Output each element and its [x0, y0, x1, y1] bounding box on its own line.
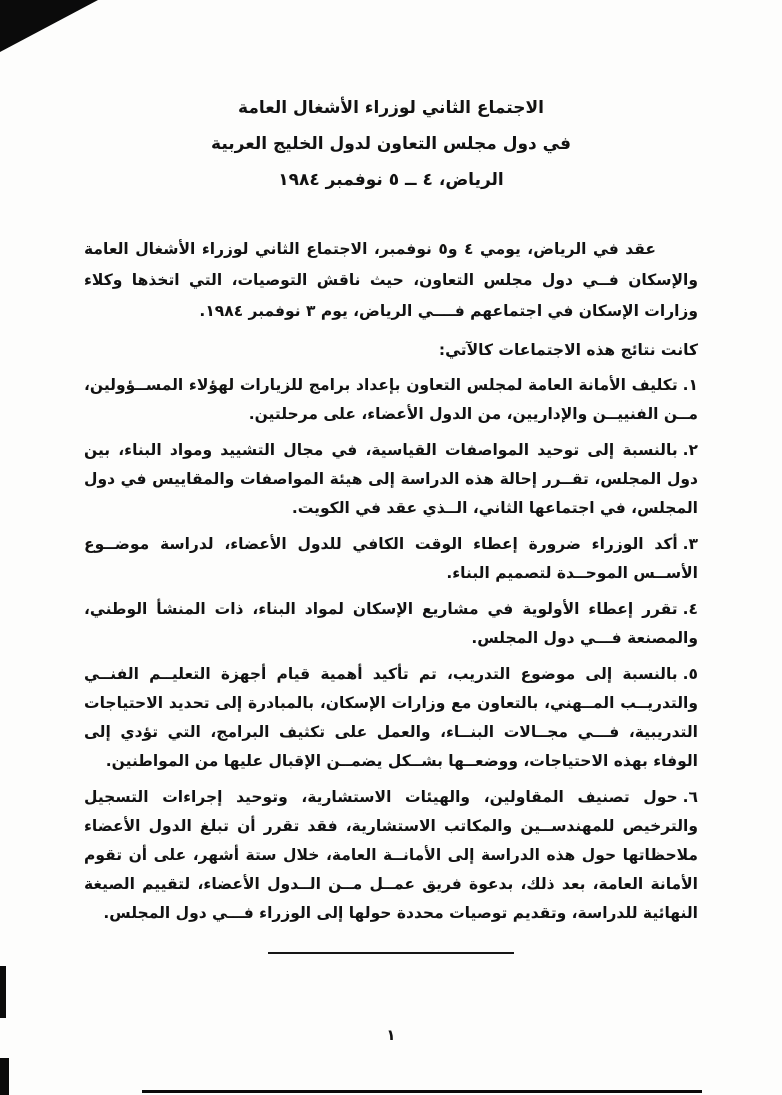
- item-number: ٣.: [682, 535, 698, 553]
- page-number: ١: [386, 1026, 396, 1044]
- footer-divider: [268, 952, 514, 954]
- item-number: ٦.: [682, 788, 698, 806]
- list-item: [84, 660, 698, 776]
- item-number: ٢.: [682, 441, 698, 459]
- title-line-1: الاجتماع الثاني لوزراء الأشغال العامة: [238, 98, 544, 118]
- item-text: بالنسبة إلى موضوع التدريب، تم تأكيد أهمية قيام أجهزة التعليــم الفنــي والتدريــب المــهني، بالتعاون مع وزارات الإسكان، بالمبادرة إلى تحديد الاحتياجات التدريبية، فـــي مجــالات البنــاء، والعمل على تكثيف البرامج، التي تؤدي إلى الوفاء بهذه الاحتياجات، ووضعــها بشــكل يضمــن الإقبال عليها من المواطنين.: [84, 665, 698, 770]
- item-text: تكليف الأمانة العامة لمجلس التعاون بإعداد برامج للزيارات لهؤلاء المســؤولين، مــن الفنييــن والإداريين، من الدول الأعضاء، على مرحلتين.: [84, 376, 698, 423]
- item-number: ٥.: [682, 665, 698, 683]
- item-text: بالنسبة إلى توحيد المواصفات القياسية، في مجال التشييد ومواد البناء، بين دول المجلس، تقــرر إحالة هذه الدراسة إلى هيئة المواصفات والمقاييس في دول المجلس، في اجتماعها الثاني، الــذي عقد في الكويت.: [84, 441, 698, 517]
- list-item: [84, 595, 698, 653]
- scan-artifact-bottom-edge: [142, 1090, 702, 1093]
- title-line-2: في دول مجلس التعاون لدول الخليج العربية: [211, 134, 571, 154]
- results-heading: كانت نتائج هذه الاجتماعات كالآتي:: [438, 341, 698, 359]
- list-item: [84, 783, 698, 928]
- scan-artifact-left-edge: [0, 966, 6, 1018]
- scan-artifact-bottom-left: [0, 1058, 9, 1095]
- item-number: ١.: [682, 376, 698, 394]
- title-line-3: الرياض، ٤ ــ ٥ نوفمبر ١٩٨٤: [278, 170, 504, 190]
- intro-paragraph: عقد في الرياض، يومي ٤ و٥ نوفمبر، الاجتماع الثاني لوزراء الأشغال العامة والإسكان فــي دول مجلس التعاون، حيث ناقش التوصيات، التي اتخذها وكلاء وزارات الإسكان في اجتماعهم فــــي الرياض، يوم ٣ نوفمبر ١٩٨٤.: [84, 240, 698, 320]
- list-item: [84, 436, 698, 523]
- list-item: [84, 530, 698, 588]
- item-text: أكد الوزراء ضرورة إعطاء الوقت الكافي للدول الأعضاء، لدراسة موضــوع الأســس الموحــدة لتصميم البناء.: [84, 535, 698, 582]
- item-text: حول تصنيف المقاولين، والهيئات الاستشارية، وتوحيد إجراءات التسجيل والترخيص للمهندســين والمكاتب الاستشارية، فقد تقرر أن تبلغ الدول الأعضاء ملاحظاتها حول هذه الدراسة إلى الأمانــة العامة، خلال ستة أشهر، على أن تقوم الأمانة العامة، بعد ذلك، بدعوة فريق عمــل مــن الــدول الأعضاء، لتقييم الصيغة النهائية للدراسة، وتقديم توصيات محددة حولها إلى الوزراء فـــي دول المجلس.: [84, 788, 698, 922]
- document-title: [84, 90, 698, 198]
- list-item: [84, 371, 698, 429]
- item-number: ٤.: [682, 600, 698, 618]
- scan-artifact-top-left: [0, 0, 98, 52]
- item-text: تقرر إعطاء الأولوية في مشاريع الإسكان لمواد البناء، ذات المنشأ الوطني، والمصنعة فـــي دول المجلس.: [84, 600, 698, 647]
- results-list: [84, 371, 698, 928]
